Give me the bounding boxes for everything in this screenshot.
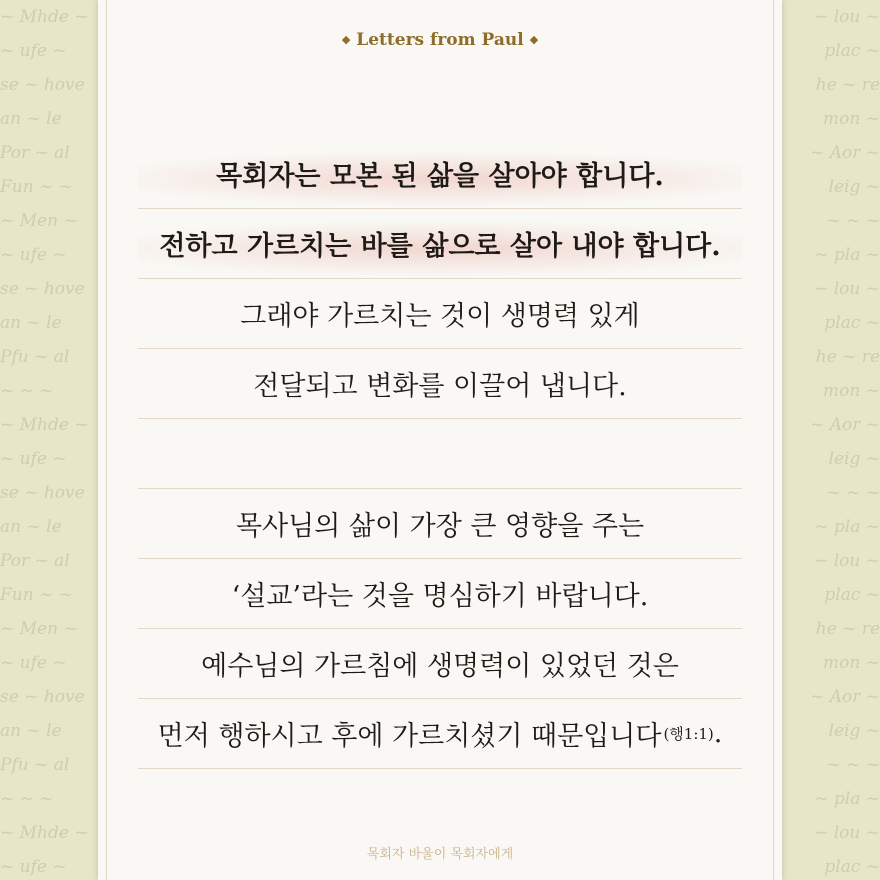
footer-caption: 목회자 바울이 목회자에게 [366, 847, 514, 862]
text-line-4: 전달되고 변화를 이끌어 냅니다. [138, 348, 742, 419]
header-title: Letters from Paul [356, 30, 524, 50]
text-line-6: ‘설교’라는 것을 명심하기 바랍니다. [138, 558, 742, 629]
text-line-7: 예수님의 가르침에 생명력이 있었던 것은 [138, 628, 742, 699]
letter-header [98, 30, 782, 50]
diamond-icon: ◆ [529, 33, 539, 46]
diamond-icon: ◆ [341, 33, 351, 46]
text-line-1: 목회자는 모본 된 삶을 살아야 합니다. [138, 138, 742, 209]
text-line-3: 그래야 가르치는 것이 생명력 있게 [138, 278, 742, 349]
scripture-reference: (행1:1) [663, 724, 714, 743]
text-line-5: 목사님의 삶이 가장 큰 영향을 주는 [138, 488, 742, 559]
text-line-8: 먼저 행하시고 후에 가르치셨기 때문입니다 (행1:1) . [138, 698, 742, 769]
text-line-blank [138, 418, 742, 489]
letter-paper [98, 0, 782, 880]
script-background-left: ~ Mhde ~ ~ ufe ~ se ~ hove an ~ le Por ~ al Fun ~ ~ ~ Men ~ ~ ufe ~ se ~ hove an ~ le Pfu ~ al ~ ~ ~ ~ Mhde ~ ~ ufe ~ se ~ hove an ~ le Por ~ al Fun ~ ~ ~ Men ~ ~ ufe ~ se ~ hove an ~ le Pfu ~ al ~ ~ ~ ~ Mhde ~ ~ ufe ~ [0, 7, 89, 877]
script-background-right: ~ lou ~ plac ~ he ~ re mon ~ ~ Aor ~ leig ~ ~ ~ ~ ~ pla ~ ~ lou ~ plac ~ he ~ re mon ~ ~ Aor ~ leig ~ ~ ~ ~ ~ pla ~ ~ lou ~ plac ~ he ~ re mon ~ ~ Aor ~ leig ~ ~ ~ ~ ~ pla ~ ~ lou ~ plac ~ [810, 7, 880, 877]
text-line-2: 전하고 가르치는 바를 삶으로 살아 내야 합니다. [138, 208, 742, 279]
